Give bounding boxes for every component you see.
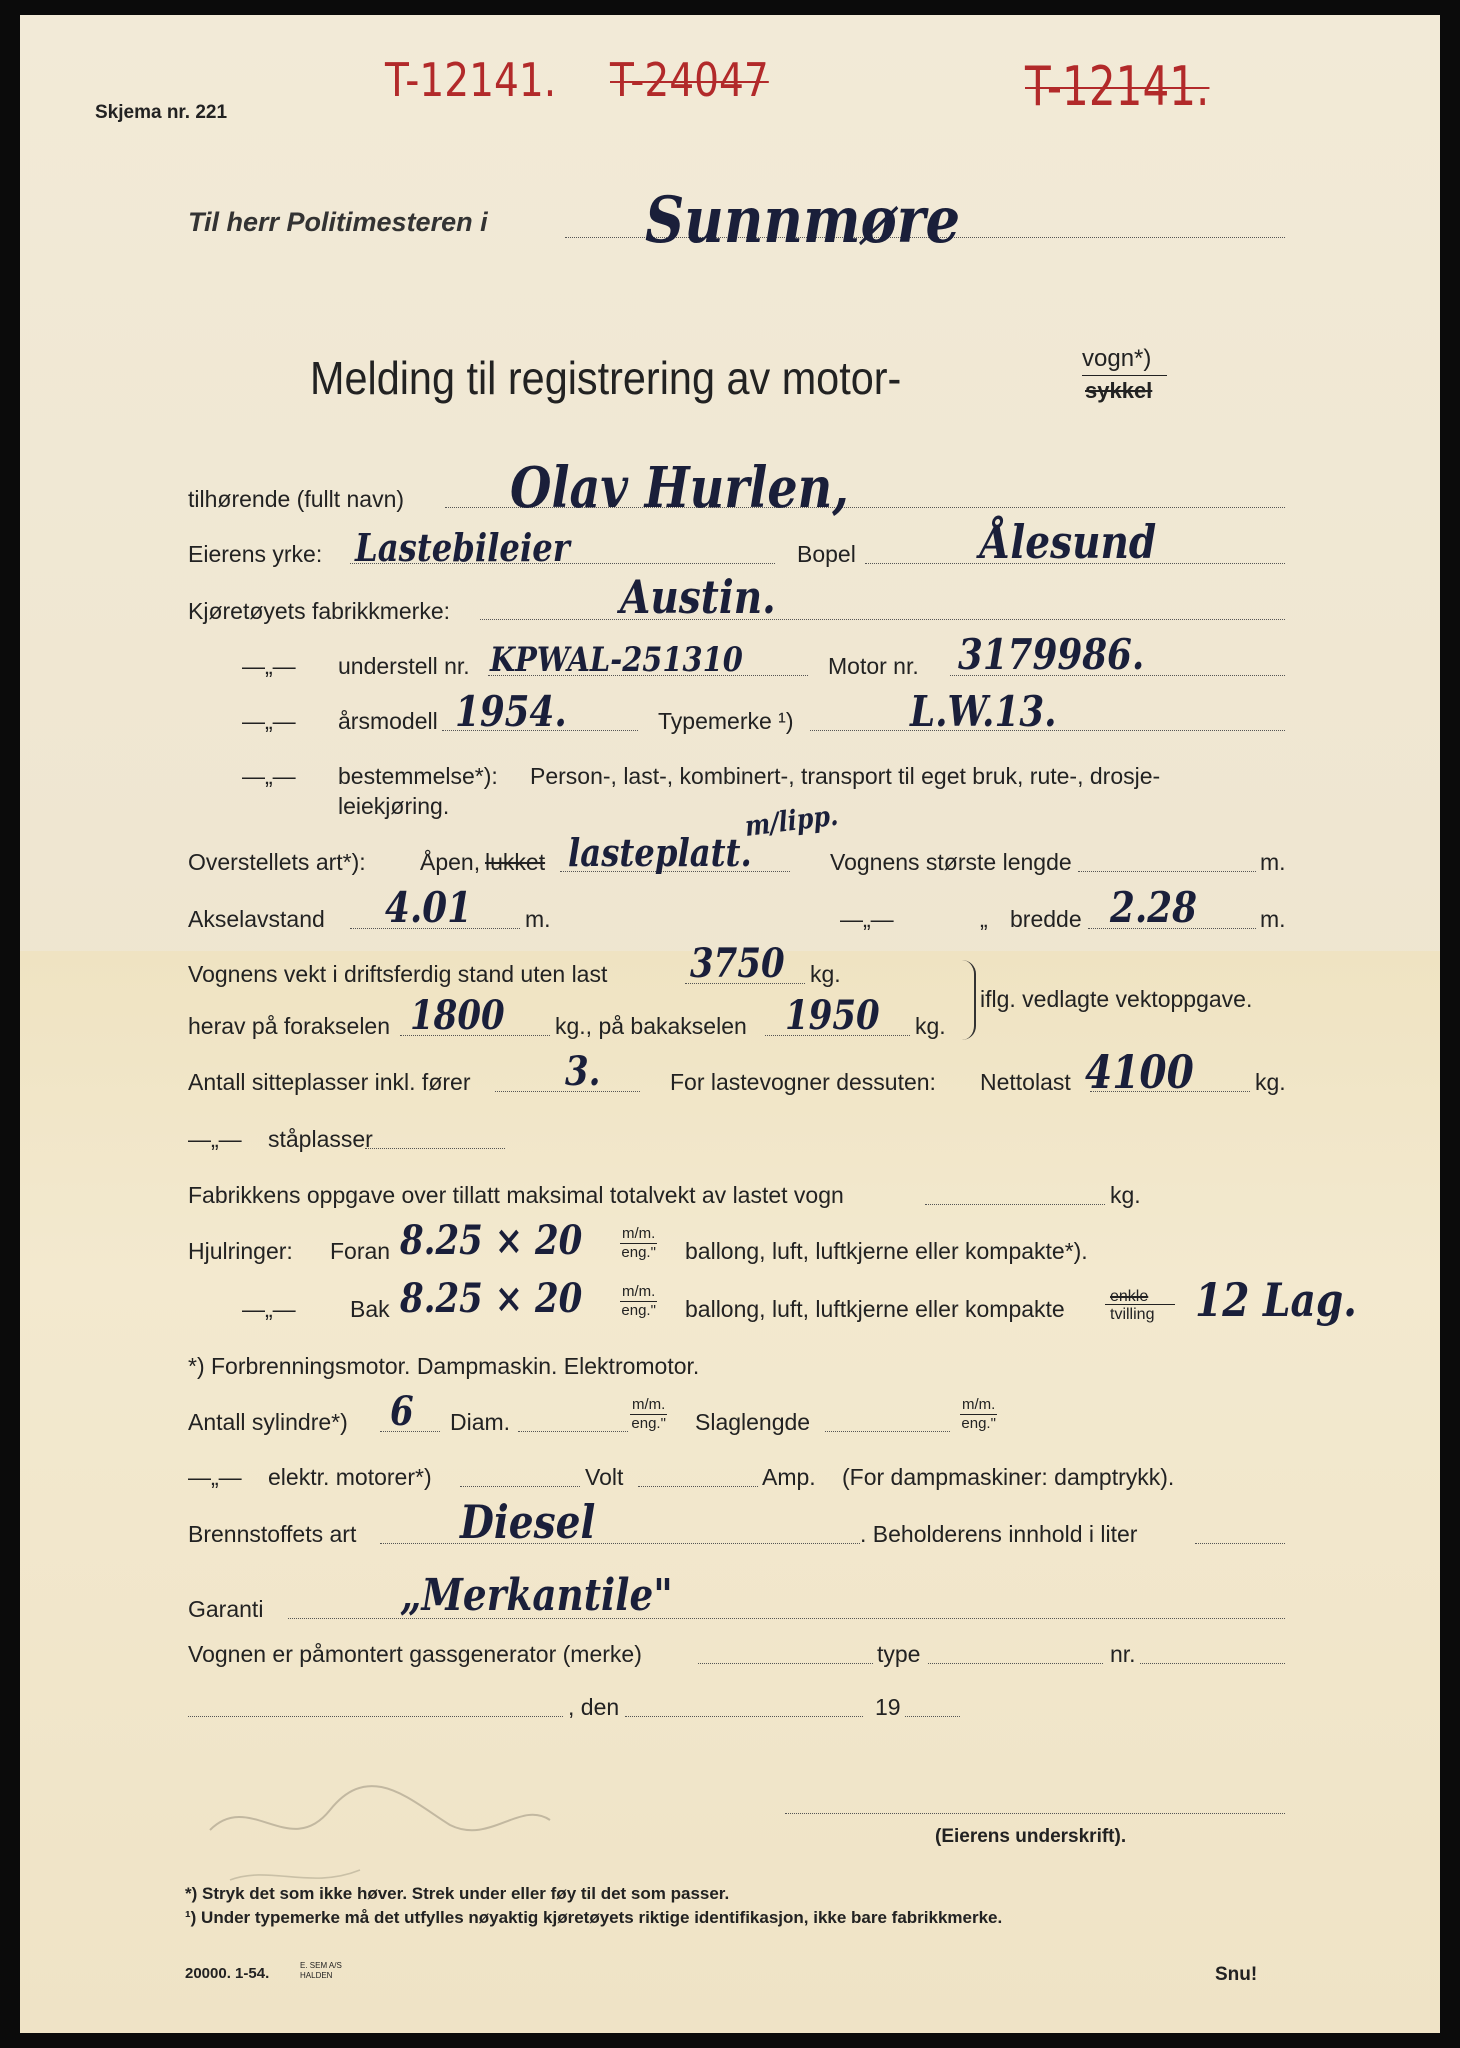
diameter-label: Diam. bbox=[450, 1409, 511, 1435]
standing-label: ståplasser bbox=[268, 1126, 373, 1152]
footnote-1: *) Stryk det som ikke høver. Strek under eller føy til det som passer. bbox=[185, 1884, 730, 1903]
year-label: årsmodell bbox=[338, 708, 438, 734]
purpose-options: Person-, last-, kombinert-, transport til eget bruk, rute-, drosje- bbox=[530, 763, 1161, 789]
fuel-line bbox=[380, 1543, 860, 1544]
weight-bracket bbox=[960, 960, 976, 1040]
file-number-2: T-24047 bbox=[610, 53, 769, 107]
form-title: Melding til registrering av motor- bbox=[310, 352, 902, 404]
residence-value: Ålesund bbox=[980, 515, 1157, 569]
motor-value: 3179986. bbox=[958, 630, 1145, 679]
gas-no-line bbox=[1140, 1663, 1285, 1664]
owner-label: tilhørende (fullt navn) bbox=[188, 486, 405, 512]
fuel-value: Diesel bbox=[460, 1495, 596, 1549]
front-axle-value: 1800 bbox=[410, 992, 505, 1039]
ditto-mark-4: —„— bbox=[840, 906, 894, 932]
date-year-label: 19 bbox=[875, 1694, 901, 1720]
rear-axle-unit: kg. bbox=[915, 1013, 946, 1039]
tyre-twin-option: tvilling bbox=[1110, 1306, 1155, 1323]
guarantee-value: „Merkantile" bbox=[400, 1570, 673, 1621]
axle-value: 4.01 bbox=[385, 883, 472, 932]
body-closed-option: lukket bbox=[485, 849, 546, 875]
front-axle-label: herav på forakselen bbox=[188, 1013, 391, 1039]
title-option-sykkel: sykkel bbox=[1085, 378, 1153, 403]
length-unit: m. bbox=[1260, 849, 1286, 875]
width-label: bredde bbox=[1010, 906, 1082, 932]
body-open-option: Åpen, bbox=[420, 849, 481, 875]
front-tyre-label: Foran bbox=[330, 1238, 391, 1264]
front-tyre-value: 8.25 × 20 bbox=[400, 1217, 583, 1264]
tank-line bbox=[1195, 1543, 1285, 1544]
weight-note: iflg. vedlagte vektoppgave. bbox=[980, 986, 1253, 1012]
chassis-value: KPWAL-251310 bbox=[490, 640, 743, 680]
volt-line bbox=[638, 1486, 758, 1487]
front-tyre-unit: m/m. eng." bbox=[621, 1225, 656, 1261]
type-value: L.W.13. bbox=[910, 687, 1057, 736]
turn-over-note: Snu! bbox=[1215, 1964, 1258, 1985]
make-line bbox=[480, 619, 1285, 620]
printer-name: E. SEM A/S HALDEN bbox=[300, 1961, 342, 1980]
residence-label: Bopel bbox=[797, 541, 856, 567]
front-tyre-types: ballong, luft, luftkjerne eller kompakte*). bbox=[685, 1238, 1088, 1264]
max-weight-unit: kg. bbox=[1110, 1182, 1141, 1208]
date-den-label: , den bbox=[568, 1694, 620, 1720]
electric-motors-line bbox=[460, 1486, 580, 1487]
purpose-options-cont: leiekjøring. bbox=[338, 793, 450, 819]
date-line bbox=[625, 1716, 863, 1717]
tank-label: . Beholderens innhold i liter bbox=[860, 1521, 1138, 1547]
form-sheet bbox=[20, 15, 1440, 2033]
fuel-label: Brennstoffets art bbox=[188, 1521, 357, 1547]
volt-label: Volt bbox=[585, 1464, 624, 1490]
owner-value: Olav Hurlen, bbox=[510, 455, 849, 521]
width-unit: m. bbox=[1260, 906, 1286, 932]
rear-axle-value: 1950 bbox=[785, 992, 880, 1039]
form-number: Skjema nr. 221 bbox=[95, 102, 228, 123]
max-weight-line bbox=[925, 1204, 1105, 1205]
net-load-value: 4100 bbox=[1085, 1045, 1194, 1099]
net-load-unit: kg. bbox=[1255, 1069, 1286, 1095]
ditto-mark-6: —„— bbox=[242, 1296, 296, 1322]
ditto-mark-5: —„— bbox=[188, 1126, 242, 1152]
footnote-2: ¹) Under typemerke må det utfylles nøyaktig kjøretøyets riktige identifikasjon, ikke bare fabrikkmerke. bbox=[185, 1908, 1003, 1927]
width-value: 2.28 bbox=[1110, 883, 1197, 932]
body-label: Overstellets art*): bbox=[188, 849, 366, 875]
cylinders-value: 6 bbox=[390, 1388, 414, 1435]
signature-label: (Eierens underskrift). bbox=[935, 1826, 1127, 1847]
ditto-mark-7: —„— bbox=[188, 1464, 242, 1490]
engine-types: *) Forbrenningsmotor. Dampmaskin. Elektromotor. bbox=[188, 1353, 700, 1379]
seats-value: 3. bbox=[565, 1048, 601, 1095]
max-weight-label: Fabrikkens oppgave over tillatt maksimal totalvekt av lastet vogn bbox=[188, 1182, 844, 1208]
gas-generator-line bbox=[698, 1663, 873, 1664]
diameter-line bbox=[518, 1431, 628, 1432]
net-load-label: Nettolast bbox=[980, 1069, 1071, 1095]
signature-line bbox=[785, 1813, 1285, 1814]
chassis-label: understell nr. bbox=[338, 653, 470, 679]
make-label: Kjøretøyets fabrikkmerke: bbox=[188, 598, 450, 624]
guarantee-label: Garanti bbox=[188, 1596, 264, 1622]
occupation-value: Lastebileier bbox=[355, 525, 570, 570]
weight-label: Vognens vekt i driftsferdig stand uten last bbox=[188, 961, 608, 987]
title-option-vogn: vogn*) bbox=[1082, 345, 1152, 372]
body-value-note: m/lipp. bbox=[743, 798, 840, 843]
lorry-label: For lastevogner dessuten: bbox=[670, 1069, 936, 1095]
electric-motors-label: elektr. motorer*) bbox=[268, 1464, 432, 1490]
occupation-label: Eierens yrke: bbox=[188, 541, 323, 567]
length-line bbox=[1078, 871, 1256, 872]
gas-no-label: nr. bbox=[1110, 1641, 1136, 1667]
printer-code: 20000. 1-54. bbox=[185, 1965, 270, 1982]
make-value: Austin. bbox=[620, 570, 776, 624]
faint-signature-mark bbox=[190, 1770, 610, 1970]
weight-value: 3750 bbox=[690, 940, 785, 987]
file-number-1: T-12141. bbox=[385, 53, 557, 107]
axle-label: Akselavstand bbox=[188, 906, 325, 932]
rear-tyre-types: ballong, luft, luftkjerne eller kompakte bbox=[685, 1296, 1065, 1322]
seats-label: Antall sitteplasser inkl. fører bbox=[188, 1069, 471, 1095]
steam-note: (For dampmaskiner: damptrykk). bbox=[842, 1464, 1175, 1490]
length-label: Vognens største lengde bbox=[830, 849, 1072, 875]
rear-tyre-unit: m/m. eng." bbox=[621, 1283, 656, 1319]
date-year-line bbox=[905, 1716, 960, 1717]
diameter-unit: m/m. eng." bbox=[631, 1396, 666, 1432]
weight-unit: kg. bbox=[810, 961, 841, 987]
purpose-label: bestemmelse*): bbox=[338, 763, 498, 789]
tyres-label: Hjulringer: bbox=[188, 1238, 293, 1264]
rear-axle-label: kg., på bakakselen bbox=[555, 1013, 747, 1039]
file-number-3: T-12141. bbox=[1025, 55, 1210, 118]
gas-generator-label: Vognen er påmontert gassgenerator (merke) bbox=[188, 1641, 642, 1667]
year-value: 1954. bbox=[455, 687, 567, 736]
stroke-label: Slaglengde bbox=[695, 1409, 811, 1435]
ditto-mark-2: —„— bbox=[242, 708, 296, 734]
ditto-mark-3: —„— bbox=[242, 763, 296, 789]
stroke-line bbox=[825, 1431, 950, 1432]
type-label: Typemerke ¹) bbox=[658, 708, 794, 734]
amp-label: Amp. bbox=[762, 1464, 816, 1490]
title-option-divider bbox=[1082, 375, 1167, 376]
axle-unit: m. bbox=[525, 906, 551, 932]
ply-value: 12 Lag. bbox=[1195, 1273, 1357, 1327]
place-line bbox=[188, 1716, 563, 1717]
tyre-single-option: enkle bbox=[1110, 1288, 1149, 1305]
body-value: lasteplatt. bbox=[568, 830, 752, 875]
gas-type-label: type bbox=[877, 1641, 921, 1667]
rear-tyre-label: Bak bbox=[350, 1296, 390, 1322]
rear-tyre-value: 8.25 × 20 bbox=[400, 1275, 583, 1322]
width-ditto: „ bbox=[980, 906, 988, 932]
recipient-value: Sunnmøre bbox=[645, 183, 961, 258]
recipient-label: Til herr Politimesteren i bbox=[188, 207, 488, 237]
cylinders-label: Antall sylindre*) bbox=[188, 1409, 348, 1435]
gas-type-line bbox=[928, 1663, 1103, 1664]
ditto-mark-1: —„— bbox=[242, 653, 296, 679]
stroke-unit: m/m. eng." bbox=[961, 1396, 996, 1432]
motor-label: Motor nr. bbox=[828, 653, 919, 679]
standing-line bbox=[365, 1148, 505, 1149]
